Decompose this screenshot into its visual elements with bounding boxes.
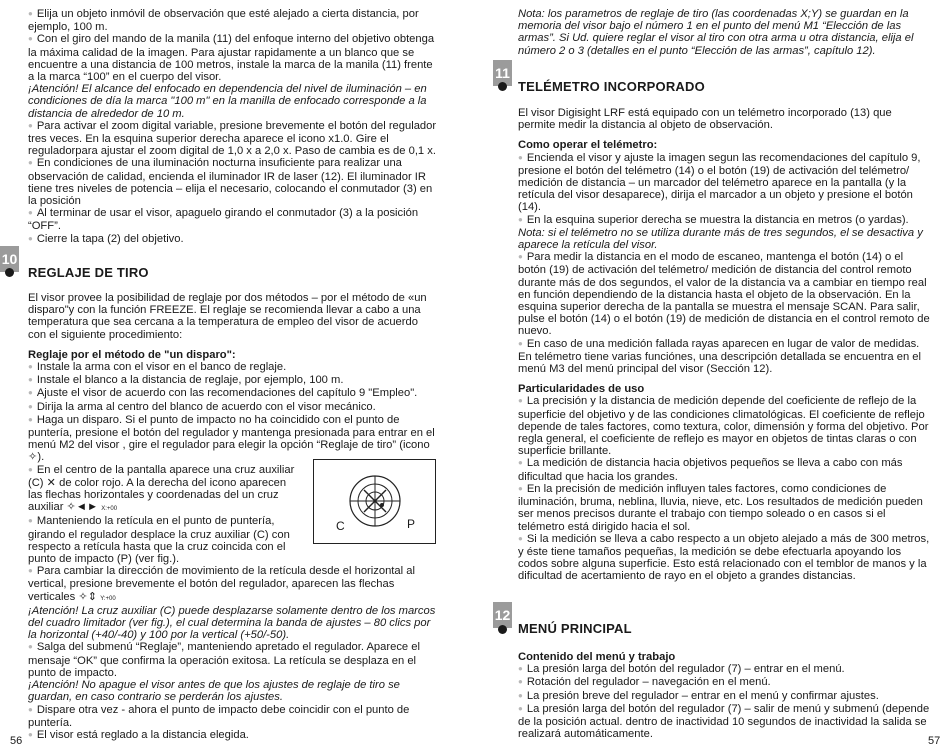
intro-line: ● Elija un objeto inmóvil de observación que esté alejado a cierta distancia, por ejemplo, 100 m. bbox=[28, 8, 438, 33]
chapter-dot bbox=[5, 268, 14, 277]
note-top: Nota: los parametros de reglaje de tiro (las coordenadas X;Y) se guardan en la memoria del visor bajo el número 1 en el punto del menú M1 “Elección de las armas”. Si Ud. quiere reglar el visor al tiro con otra arma u otra distancia, elija el número 2 o 3 (detalles en el punto “Elección de las armas”, capítulo 12). bbox=[518, 8, 914, 57]
part-step: ● Si la medición se lleva a cabo respecto a un objeto alejado a más de 300 metros, y éste tiene tamaños pequeñas, la medición se debe efectuarla apoyando los codos sobre alguna superficie. Esto está relacionado con el temblor de manos y la dificultad de acertamiento de rayo en el objeto a grandes distancias. bbox=[518, 533, 930, 583]
note-mid: Nota: si el telémetro no se utiliza durante más de tres segundos, el se desactiva y aparece la retícula del visor. bbox=[518, 226, 923, 252]
telemetro-body bbox=[518, 107, 930, 583]
section-title-menu: MENÚ PRINCIPAL bbox=[518, 621, 632, 636]
right-page bbox=[475, 0, 950, 756]
how-title: Como operar el telémetro: bbox=[518, 139, 658, 152]
page-number-right: 57 bbox=[928, 735, 941, 747]
attention-focus: ¡Atención! El alcance del enfocado en dependencia del nivel de iluminación – en condiciones de día la marca "100 m" en la manilla de enfocado corresponde a la distancia de alrededor de 10 m. bbox=[28, 83, 427, 120]
chapter-tab-10: 10 bbox=[0, 246, 19, 272]
step: ● Ajuste el visor de acuerdo con las recomendaciones del capítulo 9 "Empleo". bbox=[28, 387, 438, 400]
how-step: ● Encienda el visor y ajuste la imagen segun las recomendaciones del capítulo 9, presione el botón del telémetro (14) o el botón (19) de activación del telémetro/ medición de distancia – un marcador del telémetro aparece en la pantalla (y la retícula del visor desaparece), dirija el marcador a un objeto y presione el botón (14). bbox=[518, 152, 930, 214]
section-title-telemetro: TELÉMETRO INCORPORADO bbox=[518, 79, 705, 94]
fail-step: ● En caso de una medición fallada rayas aparecen en lugar de valor de medidas. bbox=[518, 338, 930, 351]
figure-label-p: P bbox=[407, 517, 416, 531]
chapter-dot bbox=[498, 625, 507, 634]
intro-line: ● Cierre la tapa (2) del objetivo. bbox=[28, 233, 438, 246]
how-step: ● En la esquina superior derecha se muestra la distancia en metros (o yardas). bbox=[518, 214, 930, 227]
step: ● Haga un disparo. Si el punto de impacto no ha coincidido con el punto de puntería, presione el botón del regulador y mantenga presionada para entrar en el menú M2 del visor , gire el regulador para elegir la opción “Reglaje de tiro” (icono ✧). bbox=[28, 414, 438, 464]
menu-step: ● Rotación del regulador – navegación en el menú. bbox=[518, 676, 930, 689]
part-step: ● La medición de distancia hacia objetivos pequeños se lleva a cabo con más dificultad que hacia los grandes. bbox=[518, 457, 930, 482]
page-number-left: 56 bbox=[10, 735, 23, 747]
step: ● El visor está reglado a la distancia elegida. bbox=[28, 729, 438, 742]
zeroing-figure bbox=[313, 459, 436, 544]
left-intro bbox=[28, 8, 438, 246]
scan-step: ● Para medir la distancia en el modo de escaneo, mantenga el botón (14) o el botón (19) de activación del telémetro/ medición de distancia del control remoto durante más de dos segundos, el valor de la distancia va a cambiar en tiempo real en función dependiendo de la distancia hasta el objeto de la observación. En la esquina superior derecha de la pantalla se muestra el mensaje SCAN. Para salir, pulse el botón (14) o el botón (19) de medición de distancia en el control remoto de nuevo. bbox=[518, 251, 930, 337]
step: ● Para cambiar la dirección de movimiento de la retícula desde el horizontal al vertical, presione brevemente el botón del regulador, aparecen las flechas verticales ✧⇕ Y:+00 bbox=[28, 565, 438, 605]
part-title: Particularidades de uso bbox=[518, 383, 645, 396]
menu-body bbox=[518, 651, 930, 740]
menu-step: ● La presión breve del regulador – entrar en el menú y confirmar ajustes. bbox=[518, 690, 930, 703]
attention-save: ¡Atención! No apague el visor antes de que los ajustes de reglaje de tiro se guardan, en caso contrario se perderán los ajustes. bbox=[28, 679, 400, 704]
intro-line: ● Para activar el zoom digital variable, presione brevemente el botón del regulador tres veces. En la esquina superior derecha aparece el icono x1.0. Gire el reguladorpara ajustar el zoom digital de 1,0 x a 2,0 x. Paso de cambia es de 0,1 x. bbox=[28, 120, 438, 158]
section-intro: El visor Digisight LRF está equipado con un telémetro incorporado (13) que permite medir la distancia al objeto de observación. bbox=[518, 107, 892, 132]
step: ● Instale el blanco a la distancia de reglaje, por ejemplo, 100 m. bbox=[28, 374, 438, 387]
functions-text: En telémetro tiene varias funciónes, una descripción detallada se encuentra en el menú M3 del menú principal del visor (Sección 12). bbox=[518, 350, 922, 376]
step: ● En el centro de la pantalla aparece una cruz auxiliar (C) ✕ de color rojo. A la derecha del icono aparecen las flechas horizontales y coordenadas del un cruz auxiliar ✧◄► X:+00 bbox=[28, 464, 303, 516]
step: ● Dirija la arma al centro del blanco de acuerdo con el visor mecánico. bbox=[28, 401, 438, 414]
step: ● Instale la arma con el visor en el banco de reglaje. bbox=[28, 361, 438, 374]
part-step: ● La precisión y la distancia de medición depende del coeficiente de reflejo de la superficie del objetivo y de las condiciones climatológicas. El coeficiente de reflejo depende de tales factores, como textura, color, dimensión y forma del objetivo. Por regla general, el coeficiente de reflejo es mayor en objetos de tintas claras o con superficie brillante. bbox=[518, 395, 930, 457]
intro-line: ● Al terminar de usar el visor, apaguelo girando el conmutador (3) a la posición “OFF”. bbox=[28, 207, 438, 232]
step: ● Dispare otra vez - ahora el punto de impacto debe coincidir con el punto de puntería. bbox=[28, 704, 438, 729]
menu-step: ● La presión larga del botón del regulador (7) – salir de menú y submenú (depende de la posición actual. dentro de inactividad 10 segundos de inactividad la salida se realizará automáticamente. bbox=[518, 703, 930, 741]
section-intro: El visor provee la posibilidad de reglaje por dos métodos – por el método de «un disparo"y con la función FREEZE. El reglaje se recomienda llevar a cabo a una temperatura que sea cercana a la temperatura de empleo del visor de acuerdo con el siguiente procedimiento: bbox=[28, 292, 427, 341]
step-save: ● Salga del submenú “Reglaje”, manteniendo apretado el regulador. Aparece el mensaje “OK” que confirma la operación exitosa. La retícula se desplaza en el punto de impacto. bbox=[28, 641, 438, 679]
intro-line: ● En condiciones de una iluminación nocturna insuficiente para realizar una observación de calidad, encienda el iluminador IR de laser (12). El iluminador IR tiene tres niveles de potencia – elija el necesario, colocando el conmutador (3) en la posición bbox=[28, 157, 438, 207]
chapter-tab-12: 12 bbox=[493, 602, 512, 628]
step: ● Manteniendo la retícula en el punto de puntería, girando el regulador desplace la cruz auxiliar (C) con respecto a retícula hasta que la cruz coincida con el punto de impacto (P) (ver fig.). bbox=[28, 515, 308, 565]
intro-line: ● Con el giro del mando de la manila (11) del enfoque interno del objetivo obtenga la máxima calidad de la imagen. Para ajustar rapidamente a un blanco que se encuentre a una distancia de 100 metros, instale la marca de la manila (11) frente a la marca “100” en el cuerpo del visor. bbox=[28, 33, 438, 83]
chapter-dot bbox=[498, 82, 507, 91]
section-title-reglaje: REGLAJE DE TIRO bbox=[28, 265, 149, 280]
figure-label-c: C bbox=[336, 519, 345, 533]
part-step: ● En la precisión de medición influyen tales factores, como condiciones de iluminación, bruma, neblina, lluvia, nieve, etc. Los resultados de medición pueden ser menos precisos durante el trabajo con tiempo soleado o en casos si el telémetro está dirigido hacia el sol. bbox=[518, 483, 930, 533]
attention-cross: ¡Atención! La cruz auxiliar (C) puede desplazarse solamente dentro de los marcos del cuadro limitador (ver fig.), el cual determina la banda de ajustes – 80 clics por la horizontal (+40/-40) y 100 por la vertical (+50/-50). bbox=[28, 604, 436, 642]
menu-title: Contenido del menú y trabajo bbox=[518, 651, 676, 663]
reticle-diagram-icon bbox=[314, 460, 435, 543]
method-title: Reglaje por el método de "un disparo": bbox=[28, 348, 236, 361]
menu-step: ● La presión larga del botón del regulador (7) – entrar en el menú. bbox=[518, 663, 930, 676]
chapter-tab-11: 11 bbox=[493, 60, 512, 86]
